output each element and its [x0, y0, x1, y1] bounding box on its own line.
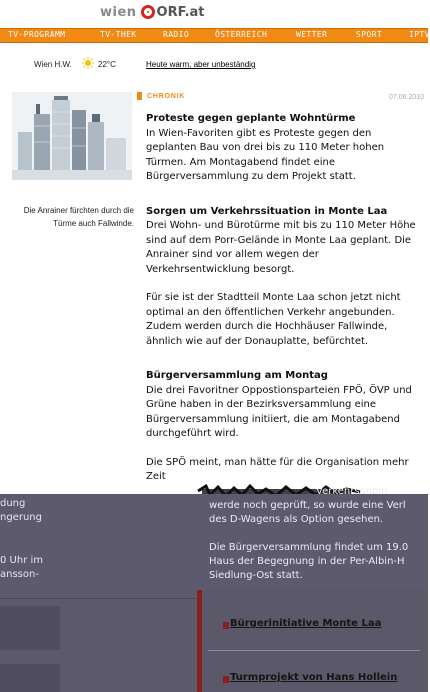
article-paragraph: Für sie ist der Stadtteil Monte Laa schon jetzt nicht optimal an den öffentlichen Verkehr angebunden. Zudem werden durch die Hochhäuser Fallwinde, ähnlich wie auf der Donauplatte, befürchtet.: [146, 292, 401, 347]
orf-logo[interactable]: [100, 2, 205, 22]
overlay-left-text: 0 Uhr im: [0, 555, 44, 566]
article-paragraph: Die drei Favoritner Oppostionsparteien FPÖ, ÖVP und Grüne haben in der Bezirksversammlung eine Bürgerversammlung initiiert, die am Montagabend durchgeführt wird.: [146, 384, 412, 439]
weather-forecast-link[interactable]: Heute warm, aber unbeständig: [146, 60, 256, 69]
nav-item-radio[interactable]: RADIO: [163, 30, 190, 39]
article-body: [146, 112, 422, 505]
nav-item-sport[interactable]: SPORT: [356, 30, 383, 39]
header: [0, 0, 428, 28]
article-heading: Proteste gegen geplante Wohntürme: [146, 113, 356, 124]
tower-rendering-illustration: [12, 92, 132, 180]
overlay-right-text: werde noch geprüft, so wurde eine Verl: [209, 500, 406, 511]
overlay-divider: [0, 598, 196, 599]
nav-item-tv-thek[interactable]: TV-THEK: [100, 30, 137, 39]
nav-item-oesterreich[interactable]: ÖSTERREICH: [215, 30, 268, 39]
article-date: 07.06.2010: [388, 94, 424, 101]
overlay-panel: [0, 606, 60, 650]
weather-location: Wien H.W.: [34, 60, 72, 69]
nav-item-tv-programm[interactable]: TV-PROGRAMM: [8, 30, 66, 39]
nav-item-iptv[interactable]: IPTV: [409, 30, 430, 39]
section-label: CHRONIK: [147, 93, 186, 100]
overlay-right-text: Haus der Begegnung in der Per-Albin-H: [209, 556, 405, 567]
overlay-left-text: ngerung: [0, 512, 42, 523]
article-heading: Sorgen um Verkehrssituation in Monte Laa: [146, 205, 388, 217]
sun-icon: [82, 57, 94, 69]
weather-temperature: 22°C: [98, 60, 116, 69]
article-heading: Bürgerversammlung am Montag: [146, 370, 328, 381]
top-navigation: [0, 28, 428, 43]
article-paragraph: In Wien-Favoriten gibt es Proteste gegen den geplanten Bau von drei bis zu 110 Meter hohen Türmen. Am Montagabend findet eine Bürgerversammlung zu dem Projekt statt.: [146, 127, 385, 182]
article-section: [146, 369, 422, 485]
related-link-turmprojekt[interactable]: Turmprojekt von Hans Hollein: [230, 672, 398, 683]
overlay-right-text: des D-Wagens als Option gesehen.: [209, 514, 384, 525]
overlay-left-text: dung: [0, 498, 26, 509]
article-paragraph: Die SPÖ meint, man hätte für die Organisation mehr Zeit: [146, 456, 409, 482]
photo-caption: Die Anrainer fürchten durch die Türme auch Fallwinde.: [23, 206, 134, 228]
overlay-right-text: Verkehrsanbin: [316, 486, 388, 497]
link-arrow-icon: [223, 676, 229, 683]
article-section: [146, 112, 422, 185]
article-photo: [12, 92, 132, 180]
orf-eye-icon: [141, 5, 155, 19]
logo-wien-text: wien: [100, 4, 137, 20]
overlapping-window: [0, 486, 428, 692]
logo-orf-text: ORF.at: [156, 4, 205, 20]
overlay-left-text: ansson-: [0, 569, 39, 580]
overlay-panel: [0, 664, 60, 692]
overlay-right-text: Die Bürgerversammlung findet um 19.0: [209, 542, 409, 553]
nav-item-wetter[interactable]: WETTER: [296, 30, 328, 39]
article-section: [146, 205, 422, 350]
article-paragraph: Drei Wohn- und Bürotürme mit bis zu 110 Meter Höhe sind auf dem Porr-Gelände in Monte Laa geplant. Die Anrainer sind vor allem wegen der Verkehrsentwicklung besorgt.: [146, 220, 416, 275]
overlay-right-text: Siedlung-Ost statt.: [209, 570, 303, 581]
related-link-buergerinitiative[interactable]: Bürgerinitiative Monte Laa: [230, 618, 382, 629]
section-marker: [137, 92, 142, 100]
link-arrow-icon: [223, 622, 229, 629]
related-links-divider: [208, 650, 420, 651]
